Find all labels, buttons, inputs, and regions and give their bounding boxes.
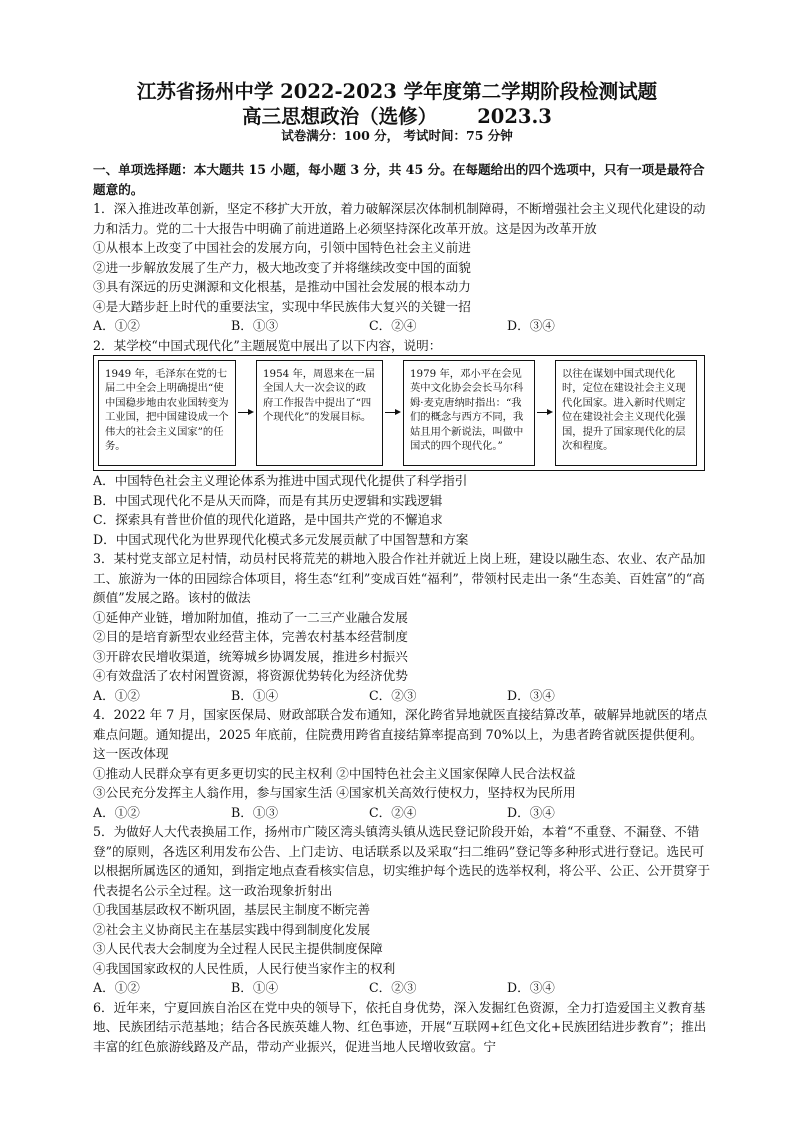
q5-option-c[interactable]: C．②③ xyxy=(369,980,417,995)
flow-box-1979: 1979 年，邓小平在会见英中文化协会会长马尔科姆·麦克唐纳时指出：“我们的概念与西方不同，我姑且用个新说法，叫做中国式的四个现代化。” xyxy=(403,360,535,466)
exam-subtitle xyxy=(0,101,794,129)
exam-title: 江苏省扬州中学 2022-2023 学年度第二学期阶段检测试题 xyxy=(136,80,658,103)
q4-option-a[interactable]: A．①② xyxy=(93,804,140,820)
q3-item: ①延伸产业链，增加附加值，推动了一二三产业融合发展 xyxy=(93,609,408,625)
q4-option-c[interactable]: C．②④ xyxy=(369,804,417,820)
flow-box-new-era: 以往在谋划中国式现代化时，定位在建设社会主义现代化国家。进入新时代则定位在建设社会主义现代化强国，提升了国家现代化的层次和程度。 xyxy=(555,360,697,466)
q5-option-a[interactable]: A．①② xyxy=(93,980,140,995)
q1-option-b[interactable]: B．①③ xyxy=(231,318,279,333)
q5-item: ④我国国家政权的人民性质，人民行使当家作主的权利 xyxy=(93,960,396,976)
q1-option-d[interactable]: D．③④ xyxy=(507,318,555,333)
q1-stem: 1．深入推进改革创新，坚定不移扩大开放，着力破解深层次体制机制障碍，不断增强社会主义现代化建设的动力和活力。党的二十大报告中明确了前进道路上必须坚持深化改革开放。这是因为改革开放 xyxy=(93,201,706,236)
q3-item: ③开辟农民增收渠道，统筹城乡协调发展，推进乡村振兴 xyxy=(93,648,408,664)
q6-stem: 6．近年来，宁夏回族自治区在党中央的领导下，依托自身优势，深入发掘红色资源，全力打造爱国主义教育基地、民族团结示范基地；结合各民族英雄人物、红色事迹，开展“互联网+红色文化+民族团结进步教育”；推出丰富的红色旅游线路及产品，带动产业振兴，促进当地人民增收致富。宁 xyxy=(93,999,707,1054)
q1-item: ③具有深远的历史渊源和文化根基，是推动中国社会发展的根本动力 xyxy=(93,279,471,294)
q3-option-b[interactable]: B．①④ xyxy=(231,687,279,703)
q4-option-b[interactable]: B．①③ xyxy=(231,804,279,820)
q1-options xyxy=(93,316,713,336)
q3-option-c[interactable]: C．②③ xyxy=(369,687,417,703)
q2-option-a[interactable]: A．中国特色社会主义理论体系为推进中国式现代化提供了科学指引 xyxy=(93,473,468,488)
q4-option-d[interactable]: D．③④ xyxy=(507,804,555,820)
flow-box-1954: 1954 年，周恩来在一届全国人大一次会议的政府工作报告中提出了“四个现代化”的发展目标。 xyxy=(256,360,383,466)
q5-item: ③人民代表大会制度为全过程人民民主提供制度保障 xyxy=(93,941,383,956)
q2-option-d[interactable]: D．中国式现代化为世界现代化模式多元发展贡献了中国智慧和方案 xyxy=(93,531,469,547)
q5-stem: 5．为做好人大代表换届工作，扬州市广陵区湾头镇湾头镇从选民登记阶段开始，本着“不重登、不漏登、不错登”的原则，各选区利用发布公告、上门走访、电话联系以及采取“扫二维码”登记等多种形式进行登记。选民可以根据所属选区的通知，到指定地点查看核实信息，切实维护每个选民的选举权利，将公平、公正、公开贯穿于代表提名公示全过程。这一政治现象折射出 xyxy=(93,824,711,898)
q3-item: ②目的是培育新型农业经营主体，完善农村基本经营制度 xyxy=(93,629,408,644)
question-content xyxy=(93,160,713,1056)
arrow-right-icon xyxy=(535,408,555,418)
q1-option-c[interactable]: C．②④ xyxy=(369,318,417,333)
q1-item: ②进一步解放发展了生产力，极大地改变了并将继续改变中国的面貌 xyxy=(93,259,471,275)
q4-items-row: ①推动人民群众享有更多更切实的民主权利 ②中国特色社会主义国家保障人民合法权益 xyxy=(93,765,576,781)
q2-flow-diagram xyxy=(93,355,705,471)
q3-stem: 3．某村党支部立足村情，动员村民将荒芜的耕地入股合作社并就近上岗上班，建设以融生态、农业、农产品加工、旅游为一体的田园综合体项目，将生态“红利”变成百姓“福利”，带领村民走出一条“生态美、百姓富”的“高颜值”发展之路。该村的做法 xyxy=(93,551,706,605)
arrow-right-icon xyxy=(383,408,403,418)
q4-options xyxy=(93,803,713,823)
subject-label: 高三思想政治（选修） xyxy=(242,105,438,128)
arrow-right-icon xyxy=(236,408,256,418)
section-heading: 一、单项选择题：本大题共 15 小题，每小题 3 分，共 45 分。在每题给出的四个选项中，只有一项是最符合题意的。 xyxy=(93,162,705,197)
q3-item: ④有效盘活了农村闲置资源，将资源优势转化为经济优势 xyxy=(93,668,408,683)
q3-option-a[interactable]: A．①② xyxy=(93,687,140,703)
exam-date: 2023.3 xyxy=(477,105,552,128)
q3-option-d[interactable]: D．③④ xyxy=(507,687,555,703)
q1-option-a[interactable]: A．①② xyxy=(93,318,140,333)
q5-options xyxy=(93,978,713,998)
q4-stem: 4．2022 年 7 月，国家医保局、财政部联合发布通知，深化跨省异地就医直接结算改革，破解异地就医的堵点难点问题。通知提出，2025 年底前，住院费用跨省直接结算率提高到 70%以上，为患者跨省就医提供便利。这一医改体现 xyxy=(93,707,708,761)
q5-option-d[interactable]: D．③④ xyxy=(507,980,555,995)
q5-option-b[interactable]: B．①④ xyxy=(231,980,279,995)
q1-item: ①从根本上改变了中国社会的发展方向，引领中国特色社会主义前进 xyxy=(93,240,471,255)
q5-item: ①我国基层政权不断巩固，基层民主制度不断完善 xyxy=(93,902,371,917)
q5-item: ②社会主义协商民主在基层实践中得到制度化发展 xyxy=(93,921,371,937)
q1-item: ④是大踏步赶上时代的重要法宝，实现中华民族伟大复兴的关键一招 xyxy=(93,298,471,314)
q4-items-row: ③公民充分发挥主人翁作用，参与国家生活 ④国家机关高效行使权力，坚持权为民所用 xyxy=(93,785,576,800)
exam-info: 试卷满分：100 分， 考试时间：75 分钟 xyxy=(281,128,513,143)
q2-option-b[interactable]: B．中国式现代化不是从天而降，而是有其历史逻辑和实践逻辑 xyxy=(93,492,443,508)
flow-box-1949: 1949 年，毛泽东在党的七届二中全会上明确提出“使中国稳步地由农业国转变为工业国，把中国建设成一个伟大的社会主义国家”的任务。 xyxy=(98,360,236,466)
q3-options xyxy=(93,686,713,706)
q2-option-c[interactable]: C．探索具有普世价值的现代化道路，是中国共产党的不懈追求 xyxy=(93,512,443,527)
q2-stem: 2．某学校“中国式现代化”主题展览中展出了以下内容，说明： xyxy=(93,337,442,353)
